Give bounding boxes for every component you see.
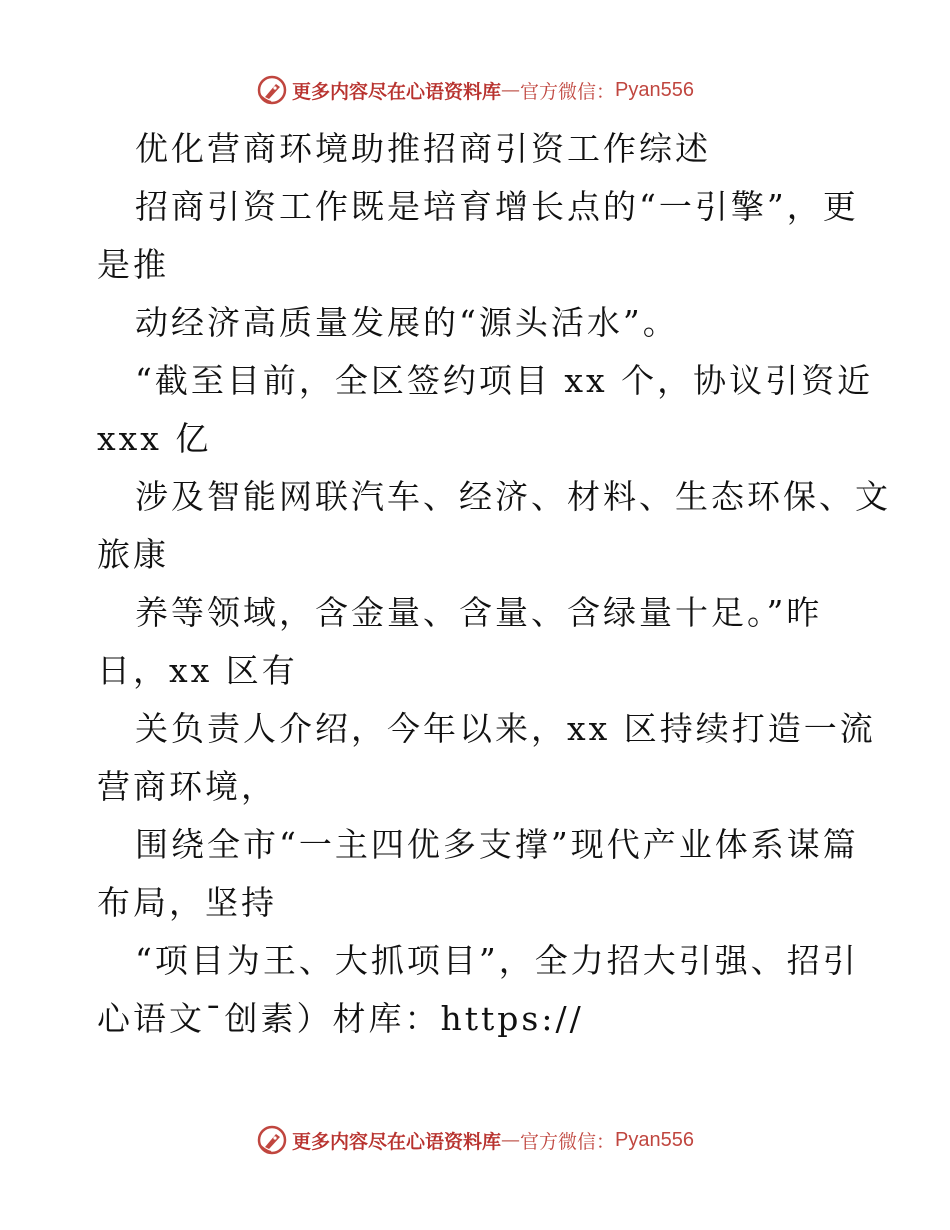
document-title: 优化营商环境助推招商引资工作综述: [135, 129, 711, 168]
text-line: 日，xx 区有: [97, 651, 298, 690]
header-watermark-banner: [0, 70, 950, 110]
text-line: 营商环境，: [97, 767, 277, 806]
text-line: 招商引资工作既是培育增长点的“一引擎”，更: [135, 187, 859, 226]
text-line: 涉及智能网联汽车、经济、材料、生态环保、文: [135, 477, 891, 516]
pen-nib-circle-icon: [256, 74, 288, 106]
header-separator: —: [501, 79, 521, 101]
text-line: 关负责人介绍，今年以来，xx 区持续打造一流: [135, 709, 876, 748]
text-line: 是推: [97, 245, 169, 284]
text-line: 旅康: [97, 535, 169, 574]
footer-wechat-id: Pyan556: [615, 1128, 694, 1151]
footer-watermark-banner: [0, 1120, 950, 1160]
pen-nib-circle-icon: [256, 1124, 288, 1156]
header-wechat-id: Pyan556: [615, 78, 694, 101]
text-line: xxx 亿: [97, 419, 212, 458]
footer-separator: —: [501, 1129, 521, 1151]
text-line: “项目为王、大抓项目”，全力招大引强、招引: [135, 941, 859, 980]
footer-wechat-label: 官方微信：: [520, 1130, 616, 1153]
text-line: “截至目前，全区签约项目 xx 个，协议引资近: [135, 361, 874, 400]
text-line: 布局，坚持: [97, 883, 277, 922]
header-wechat-label: 官方微信：: [520, 80, 616, 103]
header-brand-text: 更多内容尽在心语资料库: [292, 80, 502, 103]
text-line: 动经济高质量发展的“源头活水”。: [135, 303, 679, 342]
text-line: 围绕全市“一主四优多支撑”现代产业体系谋篇: [135, 825, 859, 864]
text-line: 心语文¯创素）材库：https://: [97, 999, 584, 1038]
text-line: 养等领域，含金量、含量、含绿量十足。”昨: [135, 593, 823, 632]
footer-brand-text: 更多内容尽在心语资料库: [292, 1130, 502, 1153]
